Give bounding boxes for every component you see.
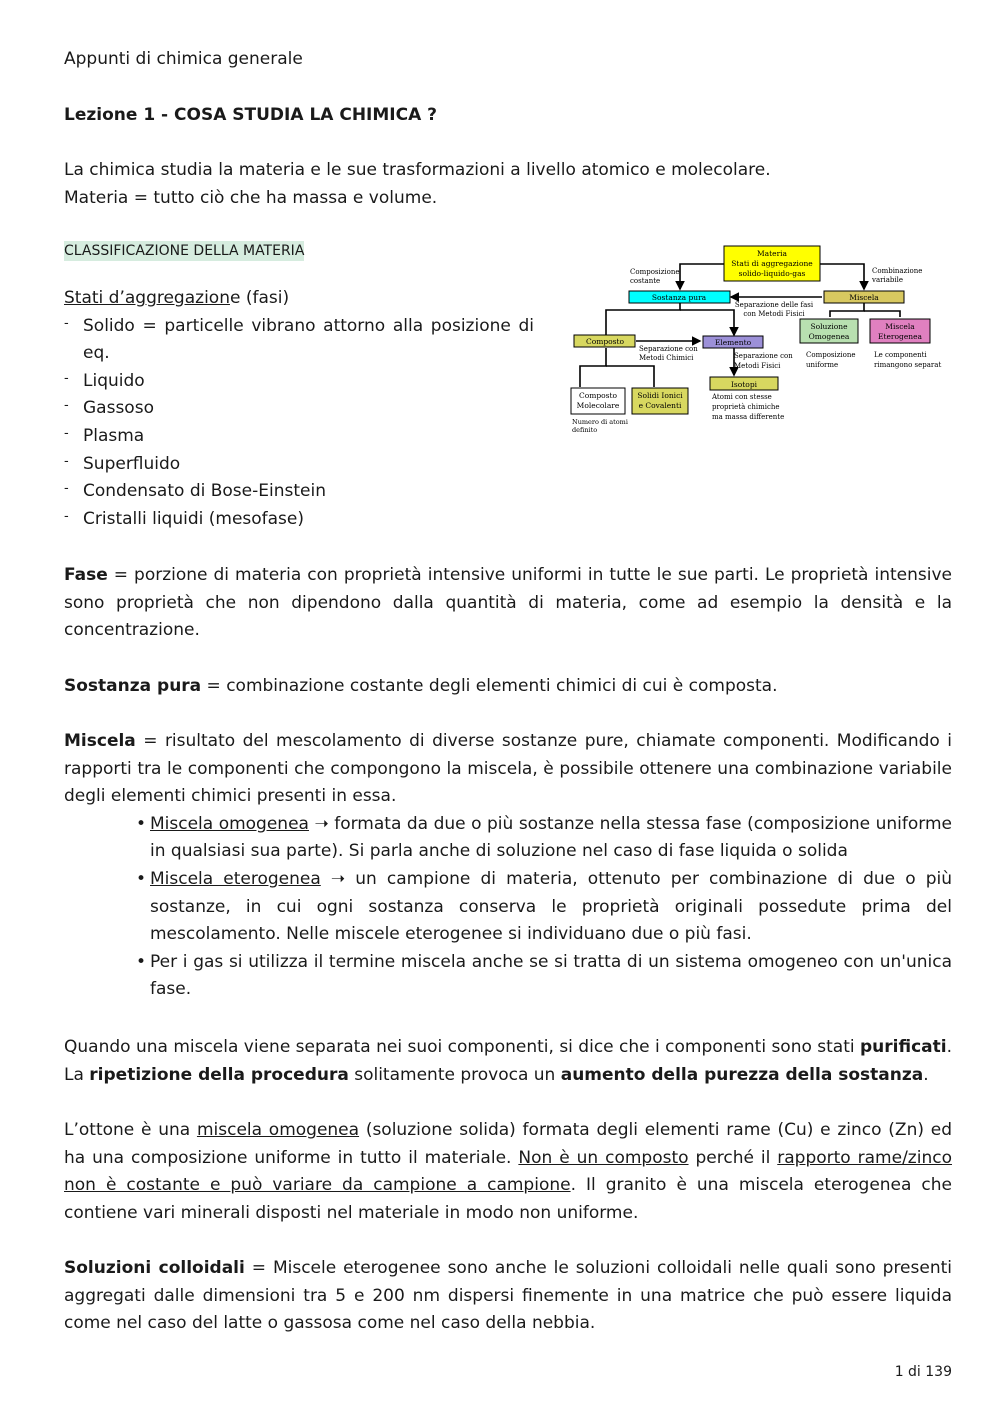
node-elemento-label: Elemento [714, 338, 752, 347]
list-item: • Per i gas si utilizza il termine miscela anche se si tratta di un sistema omogeneo con un'unica fase. [136, 951, 952, 1000]
edge-label: costante [630, 277, 661, 285]
node-solidi-label: e Covalenti [638, 401, 682, 410]
intro-line: La chimica studia la materia e le sue trasformazioni a livello atomico e molecolare. [64, 160, 771, 180]
annotation: ma massa differente [712, 413, 785, 421]
node-sostanza-pura-label: Sostanza pura [651, 293, 707, 302]
lesson-title: Lezione 1 - COSA STUDIA LA CHIMICA ? [64, 105, 438, 125]
list-item: - Condensato di Bose-Einstein [64, 481, 326, 502]
miscela-paragraph: Miscela = risultato del mescolamento di diverse sostanze pure, chiamate componenti. Modificando i rapporti tra le componenti che compongono la miscela, è possibile ottenere una combinazione variabile degli elementi chimici presenti in essa. • Miscela omogenea ➝ formata da due o più sostanze nella stessa fase (composizione uniforme in qualsiasi sua parte). Si parla anche di soluzione nel caso di fase liquida o solida • Miscela eterogenea ➝ un campione di materia, ottenuto per combinazione di due o più sostanze, in cui ogni sostanza conserva le proprietà originali possedute prima del mescolamento. Nelle miscele eterogenee si individuano due o più fasi. • Per i gas si utilizza il termine miscela anche se si tratta di un sistema omogeneo con un'unica fase. [64, 728, 952, 1004]
annotation: Atomi con stesse [712, 393, 772, 401]
colloidi-paragraph: Soluzioni colloidali = Miscele eterogenee sono anche le soluzioni colloidali nelle quali sono presenti aggregati dalle dimensioni tra 5 e 200 nm dispersi finemente in una matrice che può essere liquida come nel caso del latte o gassosa come nel caso della nebbia. [64, 1258, 952, 1334]
edge-label: Metodi Fisici [734, 362, 781, 370]
annotation: proprietà chimiche [712, 403, 780, 411]
edge-label: Composizione [630, 268, 680, 276]
list-item: • Miscela omogenea ➝ formata da due o più sostanze nella stessa fase (composizione uniforme in qualsiasi sua parte). Si parla anche di soluzione nel caso di fase liquida o solida [136, 813, 952, 862]
edge-label: variabile [872, 276, 903, 284]
list-item: - Superfluido [64, 453, 181, 474]
edge-label: Separazione con [734, 352, 793, 360]
node-isotopi-label: Isotopi [730, 380, 758, 389]
list-item: - Liquido [64, 370, 145, 391]
node-materia-label: Materia [756, 249, 788, 258]
intro-paragraph [64, 157, 952, 212]
node-molecolare-label: Molecolare [576, 401, 620, 410]
list-item: - Plasma [64, 425, 145, 446]
node-miscela-label: Miscela [849, 293, 879, 302]
edge-label: Metodi Chimici [639, 354, 694, 362]
annotation: Composizione [806, 351, 856, 359]
states-list [64, 313, 534, 534]
node-solidi-label: Solidi Ionici [637, 391, 683, 400]
list-item: - Gassoso [64, 398, 154, 419]
list-item: • Miscela eterogenea ➝ un campione di materia, ottenuto per combinazione di due o più sostanze, in cui ogni sostanza conserva le proprietà originali possedute prima del mescolamento. Nelle miscele eterogenee si individuano due o più fasi. [136, 868, 952, 945]
purificazione-paragraph: Quando una miscela viene separata nei suoi componenti, si dice che i componenti sono stati purificati. La ripetizione della procedura solitamente provoca un aumento della purezza della sostanza. [64, 1037, 953, 1085]
list-item: - Solido = particelle vibrano attorno alla posizione di eq. [64, 315, 534, 364]
node-soluzione-label: Omogenea [808, 332, 850, 341]
node-eterogenea-label: Miscela [885, 322, 915, 331]
states-list-block [64, 285, 534, 533]
miscela-bullets [136, 811, 952, 1004]
annotation: uniforme [806, 361, 839, 369]
annotation: Numero di atomi [572, 418, 628, 426]
edge-label: Separazione delle fasi [734, 301, 814, 309]
sostanza-paragraph: Sostanza pura = combinazione costante degli elementi chimici di cui è composta. [64, 676, 778, 696]
node-materia-sub: Stati di aggregazione [731, 259, 813, 268]
annotation: definito [572, 426, 598, 434]
states-heading: Stati d’aggregazione (fasi) [64, 288, 290, 308]
node-molecolare-label: Composto [578, 391, 618, 400]
fase-paragraph: Fase = porzione di materia con proprietà intensive uniformi in tutte le sue parti. Le proprietà intensive sono proprietà che non dipendono dalla quantità di materia, come ad esempio la densità e la concentrazione. [64, 565, 952, 641]
document-header: Appunti di chimica generale [64, 49, 303, 69]
intro-line: Materia = tutto ciò che ha massa e volume. [64, 187, 438, 208]
node-composto-label: Composto [585, 337, 625, 346]
node-soluzione-label: Soluzione [810, 322, 848, 331]
edge-label: con Metodi Fisici [743, 310, 805, 318]
edge-label: Combinazione [872, 267, 923, 275]
node-materia-sub: solido-liquido-gas [738, 269, 806, 278]
matter-classification-diagram [566, 244, 946, 439]
page-number: 1 di 139 [894, 1364, 952, 1380]
annotation: Le componenti [874, 351, 927, 359]
node-eterogenea-label: Eterogenea [877, 332, 923, 341]
section-label: CLASSIFICAZIONE DELLA MATERIA [64, 243, 305, 259]
annotation: rimangono separat [874, 361, 942, 369]
ottone-paragraph: L’ottone è una miscela omogenea (soluzione solida) formata degli elementi rame (Cu) e zinco (Zn) ed ha una composizione uniforme in tutto il materiale. Non è un composto perché il rapporto rame/zinco non è costante e può variare da campione a campione. Il granito è una miscela eterogenea che contiene vari minerali disposti nel materiale in modo non uniforme. [64, 1120, 952, 1223]
list-item: - Cristalli liquidi (mesofase) [64, 508, 305, 529]
edge-label: Separazione con [639, 345, 698, 353]
